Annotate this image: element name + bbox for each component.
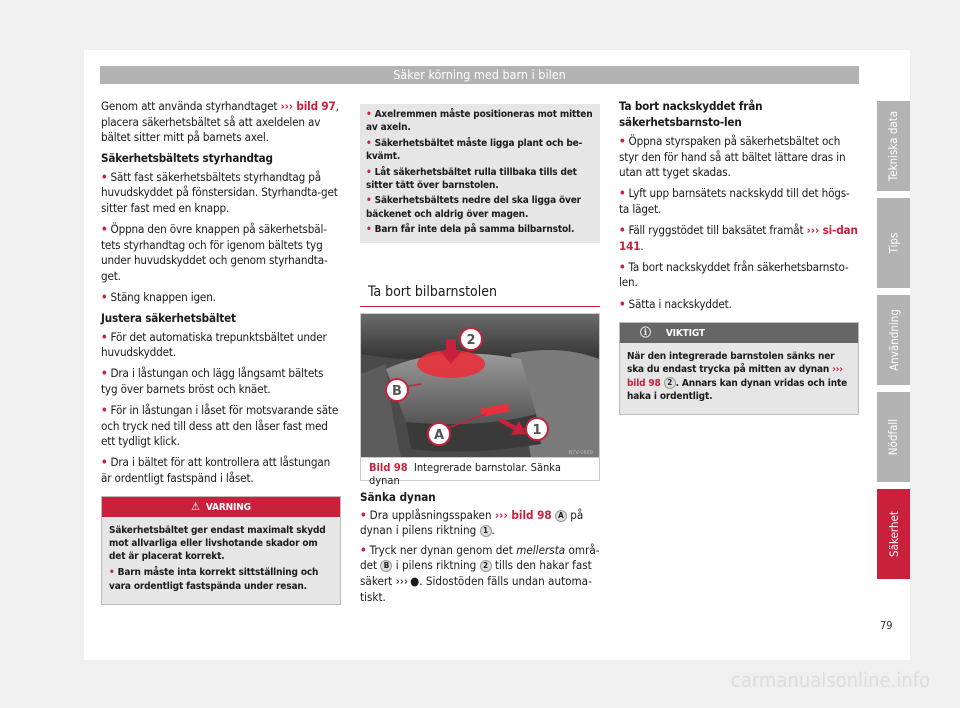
subheading-lower-cushion: Sänka dynan: [360, 490, 436, 504]
column-right: [619, 99, 859, 415]
tab-tips[interactable]: Tips: [877, 198, 910, 288]
warning-box: [101, 496, 341, 605]
list-item: • För in låstungan i låset för motsvarande säte och tryck ned till dess att den låser fast med ett tydligt klick.: [101, 403, 339, 449]
figure-ref-link[interactable]: ››› bild 98: [627, 364, 843, 389]
list-item: • Sätt fast säkerhetsbältets styrhandtag på huvudskyddet på fönstersidan. Styrhandta-get sitter fast med en knapp.: [101, 169, 338, 216]
figure-ref-link[interactable]: ››› bild 98: [494, 507, 552, 522]
marker-B-inline: B: [380, 560, 392, 572]
marker-2: 2: [466, 333, 476, 348]
notice-header: ⓘ VIKTIGT: [620, 323, 858, 343]
figure-98: [360, 313, 600, 487]
page-header: Säker körning med barn i bilen: [100, 66, 859, 84]
figure-code: B7V-0669: [568, 450, 593, 456]
list-item: • Öppna den övre knappen på säkerhetsbäl-tets styrhandtag och för igenom bältets tyg under huvudskyddet och genom styrhandta-get.: [101, 222, 328, 283]
warning-header: ⚠ VARNING: [102, 497, 340, 517]
column-middle: [360, 104, 600, 243]
heading-remove-headrest: Ta bort nackskyddet från säkerhetsbarnsto-len: [619, 99, 763, 129]
marker-A: A: [433, 428, 445, 443]
marker-2-inline: 2: [664, 377, 676, 389]
lower-cushion-section: [360, 490, 600, 605]
watermark: carmanualsonline.info: [730, 668, 930, 692]
marker-B: B: [392, 384, 402, 399]
figure-caption: Bild 98 Integrerade barnstolar. Sänka dynan: [361, 457, 599, 490]
column-left: [101, 99, 341, 605]
list-item: • Dra i låstungan och lägg långsamt bältets tyg över barnets bröst och knäet.: [101, 366, 324, 396]
list-item: • Fäll ryggstödet till baksätet framåt ››› si-dan 141.: [619, 223, 858, 253]
list-item: • Lyft upp barnsätets nackskydd till det högs-ta läget.: [619, 186, 850, 217]
notice-box: [619, 322, 859, 415]
notice-body: När den integrerade barnstolen sänks ner ska du endast trycka på mitten av dynan ››› bild 98 2 . Annars kan dynan vridas och inte haka i ordentligt.: [620, 343, 858, 414]
list-item: • Öppna styrspaken på säkerhetsbältet och styr den för hand så att bältet lättare dras in utan att tyget skadas.: [619, 134, 846, 180]
section-title: Ta bort bilbarnstolen: [360, 280, 600, 307]
intro-paragraph: Genom att använda styrhandtaget ››› bild 97, placera säkerhetsbältet så att axeldelen av bältet sitter mitt på barnets axel.: [101, 99, 339, 145]
warning-continued-list: • Axelremmen måste positioneras mot mitten av axeln. • Säkerhetsbältet måste ligga plant och be-kvämt. • Låt säkerhetsbältet rulla tillbaka tills det sitter tätt över barnstolen. • Säkerhetsbältets nedre del ska ligga över bäckenet och aldrig över magen. • Barn får inte dela på samma bilbarnstol.: [360, 104, 600, 243]
figure-ref-link[interactable]: ››› bild 97: [280, 99, 336, 113]
tab-anvandning[interactable]: Användning: [877, 295, 910, 385]
list-item: • Stäng knappen igen.: [101, 290, 216, 305]
exclamation-icon: ››› ●: [395, 573, 420, 588]
warning-body: Säkerhetsbältet ger endast maximalt skydd mot allvarliga eller livshotande skador om det är placerat korrekt. • Barn måste inta korrekt sittställning och vara ordentligt fastspända under resan.: [102, 517, 340, 604]
page-number: 79: [880, 619, 893, 632]
list-item: • Dra i bältet för att kontrollera att låstungan är ordentligt fastspänd i låset.: [101, 455, 331, 485]
list-item: • Ta bort nackskyddet från säkerhetsbarnsto-len.: [619, 259, 849, 290]
warning-triangle-icon: ⚠: [191, 499, 200, 513]
list-item: • Tryck ner dynan genom det mellersta områ-det B i pilens riktning 2 tills den hakar fast säkert ››› ●. Sidostöden fälls undan automa-tiskt.: [360, 542, 600, 604]
heading-adjust-belt: Justera säkerhetsbältet: [101, 311, 236, 326]
heading-belt-guide: Säkerhetsbältets styrhandtag: [101, 151, 273, 166]
seat-illustration: [361, 314, 599, 457]
tab-tekniska-data[interactable]: Tekniska data: [877, 101, 910, 191]
page-ref-link[interactable]: ››› si-dan 141: [619, 223, 858, 253]
info-circle-icon: ⓘ: [640, 326, 651, 340]
list-item: • Dra upplåsningsspaken ››› bild 98 A på dynan i pilens riktning 1 .: [360, 507, 584, 538]
marker-1-inline: 1: [480, 525, 492, 537]
marker-2-inline: 2: [480, 560, 492, 572]
tab-nodfall[interactable]: Nödfall: [877, 392, 910, 482]
marker-A-inline: A: [555, 510, 567, 522]
section-remove-seat: [360, 280, 600, 307]
list-item: • Sätta i nackskyddet.: [619, 296, 732, 311]
marker-1: 1: [532, 423, 542, 438]
list-item: • För det automatiska trepunktsbältet under huvudskyddet.: [101, 329, 327, 360]
tab-sakerhet[interactable]: Säkerhet: [877, 489, 910, 579]
